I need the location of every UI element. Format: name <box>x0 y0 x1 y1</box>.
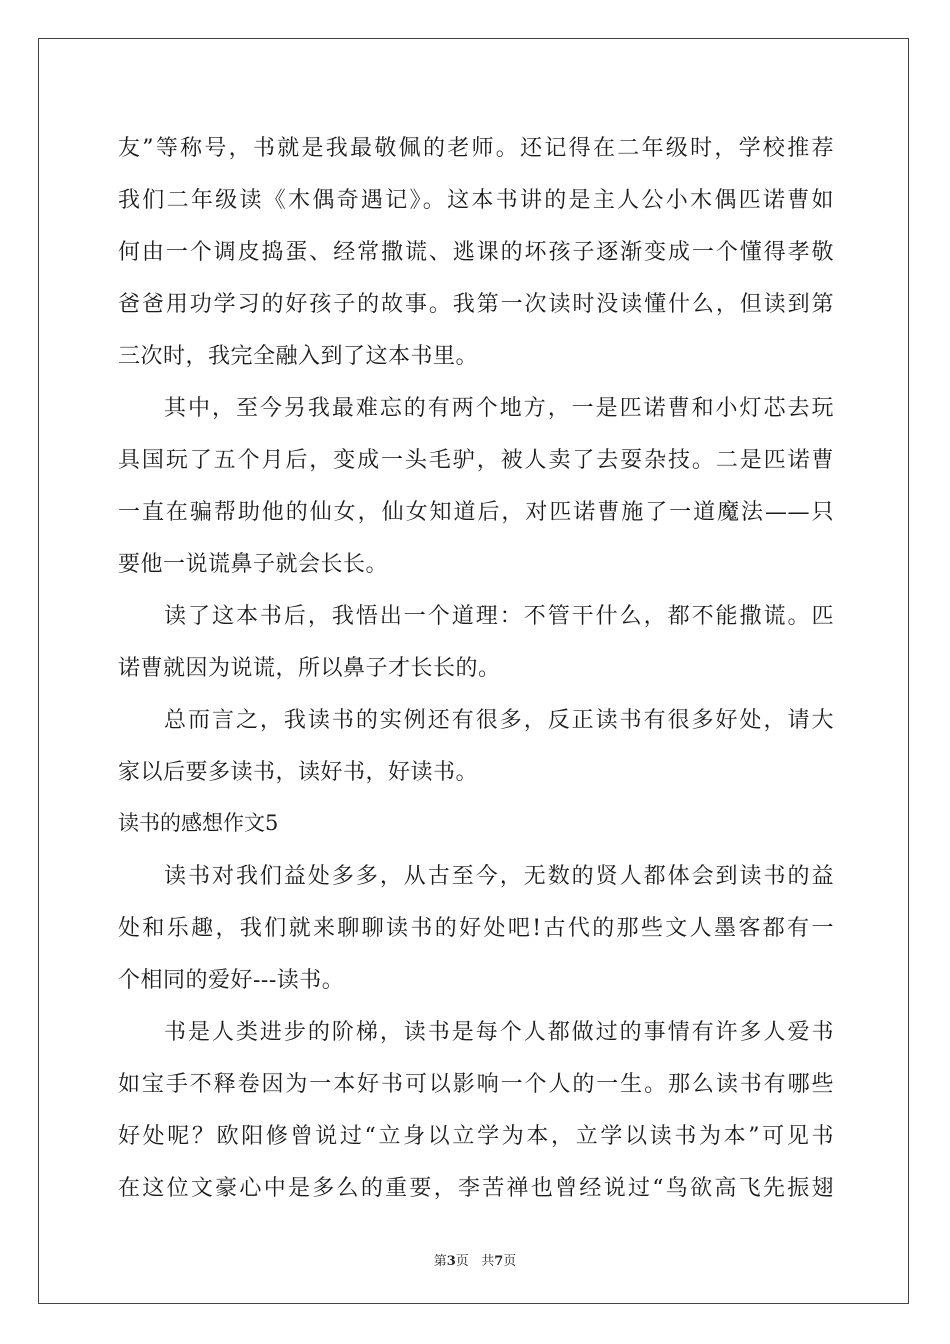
text-line: 家以后要多读书，读好书，好读书。 <box>118 760 479 785</box>
text-line: 如宝手不释卷因为一本好书可以影响一个人的一生。那么读书有哪些 <box>118 1072 834 1097</box>
text-line: 处和乐趣，我们就来聊聊读书的好处吧!古代的那些文人墨客都有一 <box>118 916 834 941</box>
text-line: 三次时，我完全融入到了这本书里。 <box>118 344 479 369</box>
text-line: 爸爸用功学习的好孩子的故事。我第一次读时没读懂什么，但读到第 <box>118 292 834 317</box>
text-line: 我们二年级读《木偶奇遇记》。这本书讲的是主人公小木偶匹诺曹如 <box>118 188 834 213</box>
page-footer <box>0 1250 950 1269</box>
total-prefix: 共 <box>481 1254 495 1269</box>
text-line: 总而言之，我读书的实例还有很多，反正读书有很多好处，请大 <box>164 708 834 733</box>
text-line: 读书对我们益处多多，从古至今，无数的贤人都体会到读书的益 <box>164 864 834 889</box>
paragraph <box>118 591 834 695</box>
text-line: 要他一说谎鼻子就会长长。 <box>118 552 389 577</box>
text-line: 诺曹就因为说谎，所以鼻子才长长的。 <box>118 656 501 681</box>
total-suffix: 页 <box>503 1254 517 1269</box>
text-line: 何由一个调皮捣蛋、经常撒谎、逃课的坏孩子逐渐变成一个懂得孝敬 <box>118 240 834 265</box>
text-line: 一直在骗帮助他的仙女，仙女知道后，对匹诺曹施了一道魔法——只 <box>118 500 834 525</box>
paragraph <box>118 1007 834 1215</box>
text-line: 读了这本书后，我悟出一个道理：不管干什么，都不能撒谎。匹 <box>164 604 834 629</box>
page-suffix: 页 <box>455 1254 469 1269</box>
paragraph <box>118 851 834 1007</box>
text-line: 书是人类进步的阶梯，读书是每个人都做过的事情有许多人爱书 <box>164 1020 834 1045</box>
text-line: 具国玩了五个月后，变成一头毛驴，被人卖了去耍杂技。二是匹诺曹 <box>118 448 834 473</box>
paragraph <box>118 695 834 799</box>
section-heading: 读书的感想作文5 <box>118 811 279 835</box>
page-number: 3 <box>446 1254 456 1269</box>
total-pages: 7 <box>494 1254 504 1269</box>
text-line: 好处呢？欧阳修曾说过“立身以立学为本，立学以读书为本”可见书 <box>118 1124 834 1149</box>
text-line: 个相同的爱好---读书。 <box>118 968 345 993</box>
text-line: 其中，至今另我最难忘的有两个地方，一是匹诺曹和小灯芯去玩 <box>164 396 834 421</box>
page-prefix: 第 <box>433 1254 447 1269</box>
paragraph <box>118 383 834 591</box>
text-line: 友”等称号，书就是我最敬佩的老师。还记得在二年级时，学校推荐 <box>118 136 834 161</box>
paragraph <box>118 123 834 383</box>
document-body <box>118 123 834 1215</box>
text-line: 在这位文豪心中是多么的重要，李苦禅也曾经说过“鸟欲高飞先振翅 <box>118 1176 834 1201</box>
